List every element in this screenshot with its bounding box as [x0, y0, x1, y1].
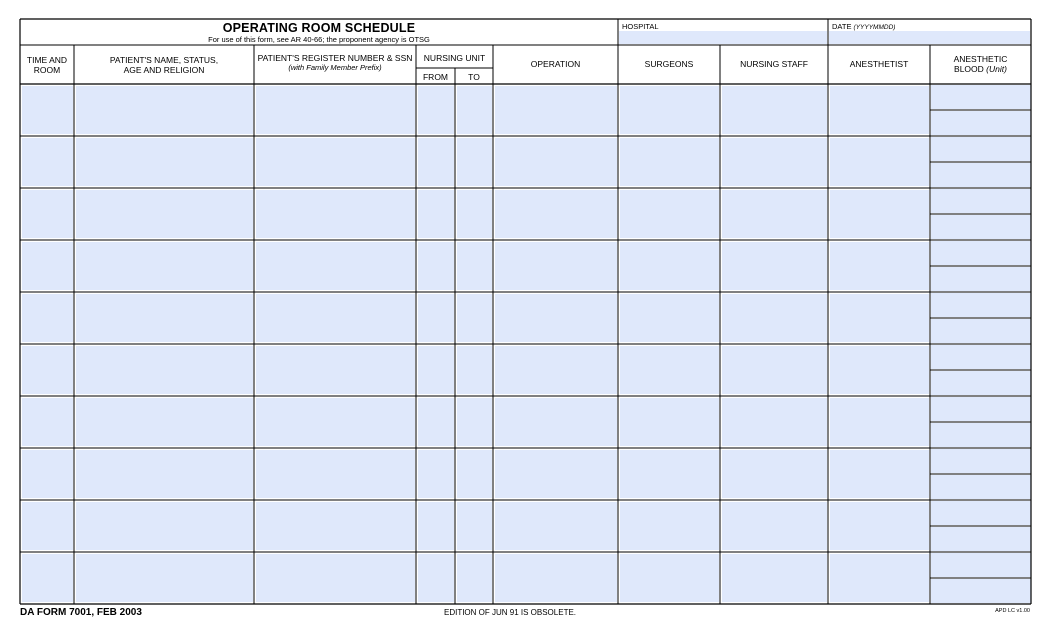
- header-time-room: [20, 55, 74, 75]
- version-label: APD LC v1.00: [995, 608, 1030, 614]
- header-time-room-line1: TIME AND: [26, 55, 68, 65]
- header-operation: OPERATION: [530, 59, 581, 69]
- header-anesthetic-line1: ANESTHETIC: [953, 54, 1008, 64]
- header-surgeons: SURGEONS: [644, 59, 694, 69]
- header-register-line1: PATIENT'S REGISTER NUMBER & SSN: [257, 53, 413, 63]
- header-time-room-line2: ROOM: [33, 65, 61, 75]
- header-nursing-unit: NURSING UNIT: [423, 53, 486, 63]
- header-register-number: [254, 53, 416, 73]
- date-label-text: DATE: [832, 22, 852, 31]
- form-title: OPERATING ROOM SCHEDULE: [222, 21, 416, 35]
- hospital-label: HOSPITAL: [622, 22, 659, 31]
- header-blood-text: BLOOD: [954, 64, 984, 74]
- date-label: [832, 22, 895, 31]
- header-to: TO: [468, 72, 480, 82]
- header-nursing-staff: NURSING STAFF: [740, 59, 808, 69]
- header-register-line2: (with Family Member Prefix): [288, 63, 382, 72]
- date-format-hint: (YYYYMMDD): [853, 24, 896, 31]
- header-unit-text: (Unit): [986, 64, 1007, 74]
- header-patient-name-line1: PATIENT'S NAME, STATUS,: [109, 55, 219, 65]
- header-anesthetic-blood: [930, 54, 1031, 74]
- form-subtitle: For use of this form, see AR 40-66; the proponent agency is OTSG: [208, 35, 430, 44]
- form-number: DA FORM 7001, FEB 2003: [20, 607, 142, 618]
- header-patient-name-line2: AGE AND RELIGION: [123, 65, 205, 75]
- edition-note: EDITION OF JUN 91 IS OBSOLETE.: [443, 608, 577, 617]
- header-patient-name: [74, 55, 254, 75]
- header-anesthetic-line2: [930, 64, 1031, 74]
- header-from: FROM: [422, 72, 449, 82]
- header-anesthetist: ANESTHETIST: [849, 59, 909, 69]
